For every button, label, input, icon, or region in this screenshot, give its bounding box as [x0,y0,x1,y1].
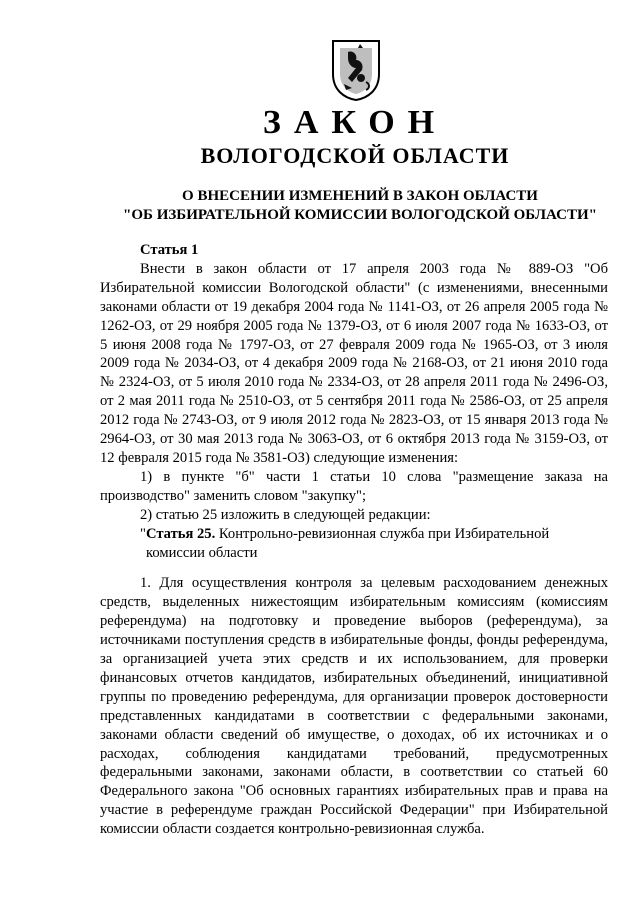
law-subtitle [100,187,620,225]
article-25-paragraph-1: 1. Для осуществления контроля за целевым расходованием денежных средств, выделенных нижестоящим избирательным комиссиям (комиссиям референдума) на подготовку и проведение выборов (референдума), за источниками поступления средств в избирательные фонды, фонды референдума, за организацией учета этих средств и их использованием, для проверки финансовых отчетов кандидатов, избирательных объединений, инициативной группы по проведению референдума, для организации проверок достоверности представленных кандидатами в соответствии с федеральными законами, законами области сведений об имуществе, о доходах, об их источниках и о расходах, соблюдения кандидатами требований, предусмотренных федеральными законами, законами области, в соответствии со статьей 60 Федерального закона "Об основных гарантиях избирательных прав и права на участие в референдуме граждан Российской Федерации" при Избирательной комиссии области создается контрольно-ревизионная служба. [100,575,608,838]
document-title: ЗАКОН [262,104,448,141]
opening-quote: " [140,525,146,542]
document-body [100,241,608,839]
vologda-coat-of-arms-icon [330,38,382,102]
region-name: ВОЛОГОДСКОЙ ОБЛАСТИ [200,143,510,168]
article-25-title: Контрольно-ревизионная служба при Избирательной комиссии области [145,525,550,561]
subtitle-line-2: "ОБ ИЗБИРАТЕЛЬНОЙ КОМИССИИ ВОЛОГОДСКОЙ ОБЛАСТИ" [123,207,597,223]
article-25-label: Статья 25. [145,525,216,542]
article-1-heading: Статья 1 [140,242,199,258]
amendment-item-1: 1) в пункте "б" части 1 статьи 10 слова "размещение заказа на производство" заменить словом "закупку"; [100,468,608,504]
article-25-heading [100,525,608,563]
article-1-intro: Внести в закон области от 17 апреля 2003 года № 889-ОЗ "Об Избирательной комиссии Вологодской области" (с изменениями, внесенными законами области от 19 декабря 2004 года № 1141-ОЗ, от 26 апреля 2005 года № 1262-ОЗ, от 29 ноября 2005 года № 1379-ОЗ, от 6 июля 2007 года № 1633-ОЗ, от 5 июня 2008 года № 1797-ОЗ, от 27 февраля 2009 года № 1965-ОЗ, от 3 июля 2009 года № 2034-ОЗ, от 4 декабря 2009 года № 2168-ОЗ, от 21 июня 2010 года № 2324-ОЗ, от 5 июля 2010 года № 2334-ОЗ, от 28 апреля 2011 года № 2496-ОЗ, от 2 мая 2011 года № 2510-ОЗ, от 5 сентября 2011 года № 2586-ОЗ, от 25 апреля 2012 года № 2743-ОЗ, от 9 июля 2012 года № 2823-ОЗ, от 15 января 2013 года № 2964-ОЗ, от 30 мая 2013 года № 3063-ОЗ, от 6 октября 2013 года № 3159-ОЗ, от 12 февраля 2015 года № 3581-ОЗ) следующие изменения: [100,260,608,466]
subtitle-line-1: О ВНЕСЕНИИ ИЗМЕНЕНИЙ В ЗАКОН ОБЛАСТИ [182,188,538,204]
amendment-item-2: 2) статью 25 изложить в следующей редакции: [140,506,431,523]
